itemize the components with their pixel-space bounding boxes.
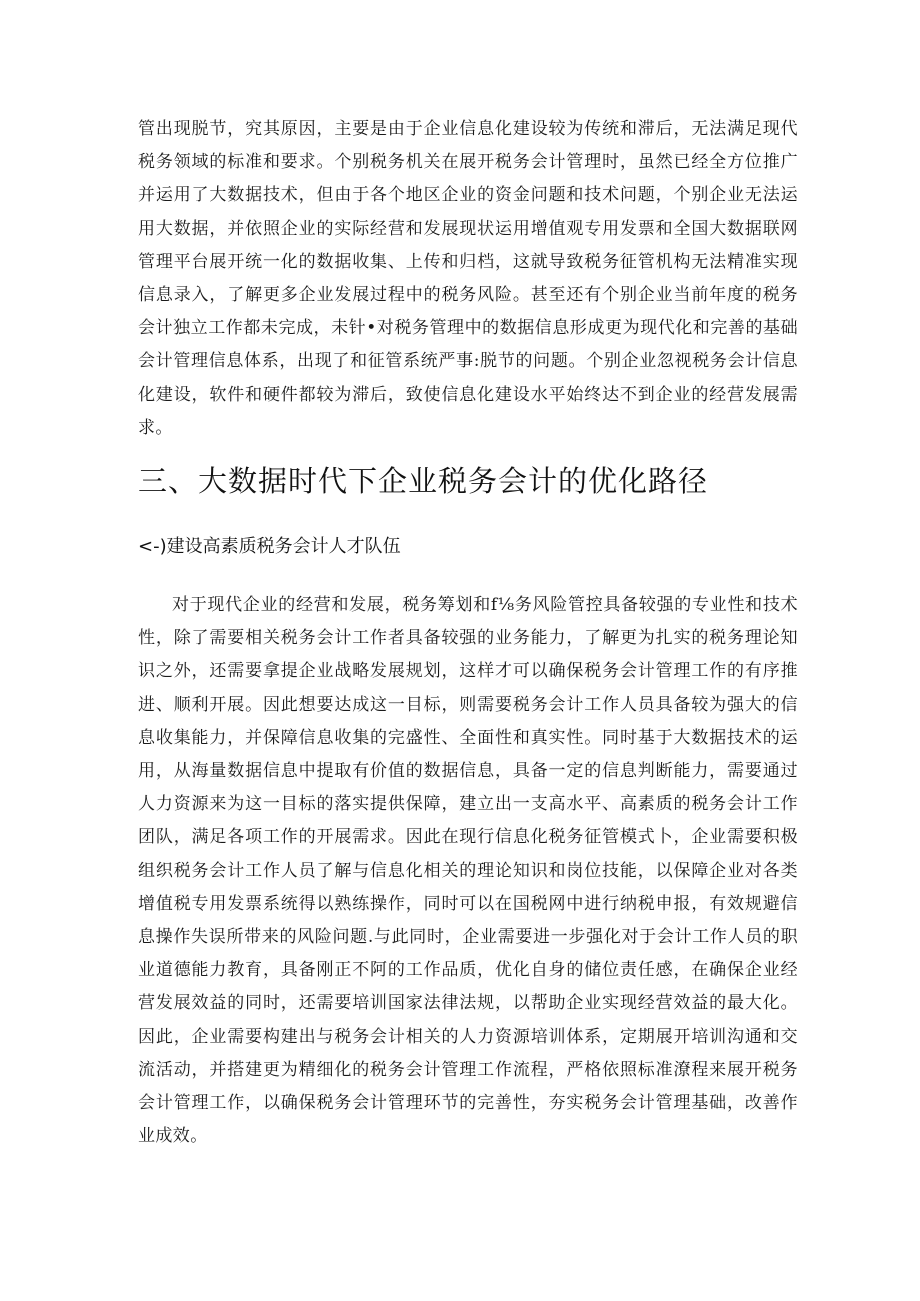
subsection-heading: <-)建设高素质税务会计人才队伍 bbox=[138, 536, 401, 558]
section-heading: 三、大数据时代下企业税务会计的优化路径 bbox=[138, 464, 709, 499]
body-paragraph: 对于现代企业的经营和发展，税务筹划和f⅛务风险管控具备较强的专业性和技术性，除了需要相关税务会计工作者具备较强的业务能力，了解更为扎实的税务理论知识之外，还需要拿提企业战略发展规划，这样才可以确保税务会计管理工作的有序推进、顺利开展。因此想要达成这一目标，则需要税务会计工作人员具备较为强大的信息收集能力，并保障信息收集的完盛性、全面性和真实性。同时基于大数据技术的运用，从海量数据信息中提取有价值的数据信息，具备一定的信息判断能力，需要通过人力资源来为这一目标的落实提供保障，建立出一支高水平、高素质的税务会计工作团队，满足各项工作的开展需求。因此在现行信息化税务征管模式卜，企业需要积极组织税务会计工作人员了解与信息化相关的理论知识和岗位技能，以保障企业对各类增值税专用发票系统得以熟练操作，同时可以在国税网中进行纳税申报，有效规避信息操作失误所带来的风险问题.与此同时，企业需要进一步强化对于会计工作人员的职业道德能力教育，具备刚正不阿的工作品质，优化自身的储位责任感，在确保企业经营发展效益的同时，还需要培训国家法律法规，以帮助企业实现经营效益的最大化。因此，企业需要构建出与税务会计相关的人力资源培训体系，定期展开培训沟通和交流活动，并搭建更为精细化的税务会计管理工作流程，严格依照标准潦程来展开税务会计管理工作，以确保税务会计管理环节的完善性，夯实税务会计管理基础，改善作业成效。 bbox=[138, 595, 798, 1147]
document-page bbox=[138, 113, 798, 1153]
continuation-paragraph: 管出现脱节，究其原因，主要是由于企业信息化建设较为传统和滞后，无法满足现代税务领域的标准和要求。个别税务机关在展开税务会计管理时，虽然已经全方位推广并运用了大数据技术，但由于各个地区企业的资金问题和技术问题，个别企业无法运用大数据，并依照企业的实际经营和发展现状运用增值观专用发票和全国大数据联网管理平台展开统一化的数据收集、上传和归档，这就导致税务征管机构无法精准实现信息录入，了解更多企业发展过程中的税务风险。甚至还有个别企业当前年度的税务会计独立工作都未完成，未针•对税务管理中的数据信息形成更为现代化和完善的基础会计管理信息体系，出现了和征管系统严事:脱节的问题。个别企业忽视税务会计信息化建设，软件和硬件都较为滞后，致使信息化建设水平始终达不到企业的经营发展需求。 bbox=[138, 119, 798, 438]
